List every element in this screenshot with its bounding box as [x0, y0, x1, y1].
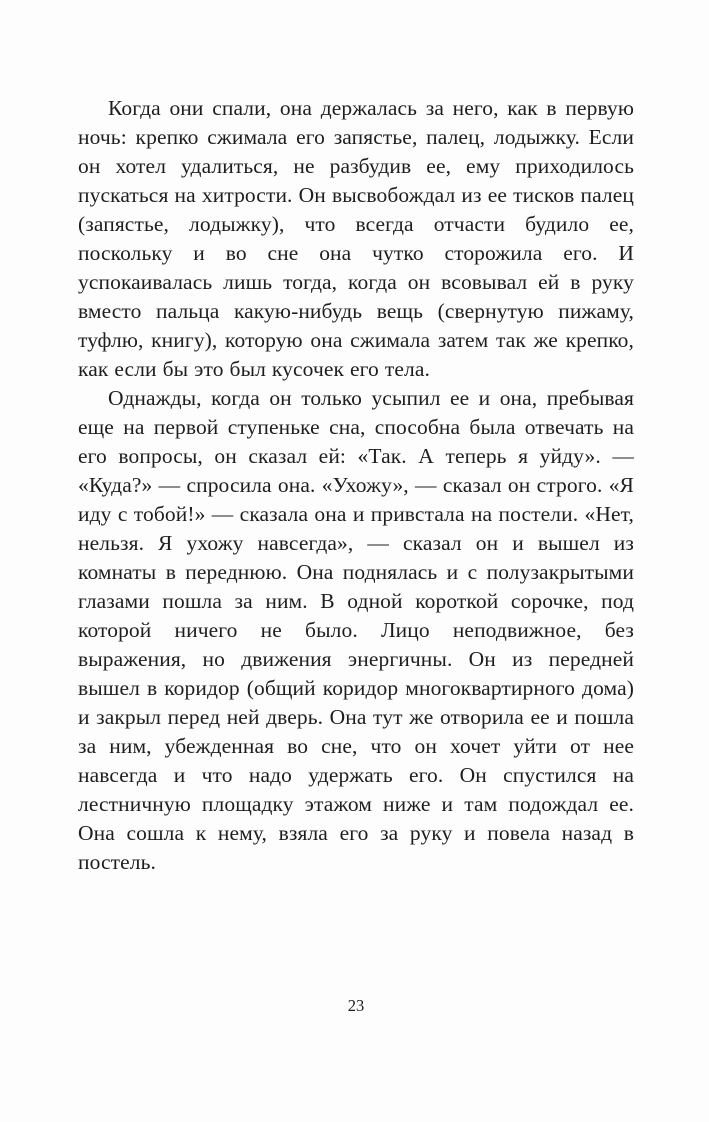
- paragraph-1: Когда они спали, она держалась за него, как в первую ночь: крепко сжимала его запястье, палец, лодыжку. Если он хотел удалиться, не разбудив ее, ему приходилось пускаться на хитрости. Он высвобождал из ее тисков палец (запястье, лодыжку), что всегда отчасти будило ее, поскольку и во сне она чутко сторожила его. И успокаивалась лишь тогда, когда он всовывал ей в руку вместо пальца какую-нибудь вещь (свернутую пижаму, туфлю, книгу), которую она сжимала затем так же крепко, как если бы это был кусочек его тела.: [78, 96, 634, 381]
- page-number: 23: [347, 996, 365, 1015]
- paragraph-2: Однажды, когда он только усыпил ее и она, пребывая еще на первой ступеньке сна, способна была отвечать на его вопросы, он сказал ей: «Так. А теперь я уйду». — «Куда?» — спросила она. «Ухожу», — сказал он строго. «Я иду с тобой!» — сказала она и привстала на постели. «Нет, нельзя. Я ухожу навсегда», — сказал он и вышел из комнаты в переднюю. Она поднялась и с полузакрытыми глазами пошла за ним. В одной короткой сорочке, под которой ничего не было. Лицо неподвижное, без выражения, но движения энергичны. Он из передней вышел в коридор (общий коридор многоквартирного дома) и закрыл перед ней дверь. Она тут же отворила ее и пошла за ним, убежденная во сне, что он хочет уйти от нее навсегда и что надо удержать его. Он спустился на лестничную площадку этажом ниже и там подождал ее. Она сошла к нему, взяла его за руку и повела назад в постель.: [78, 386, 634, 874]
- page-text: [78, 94, 634, 877]
